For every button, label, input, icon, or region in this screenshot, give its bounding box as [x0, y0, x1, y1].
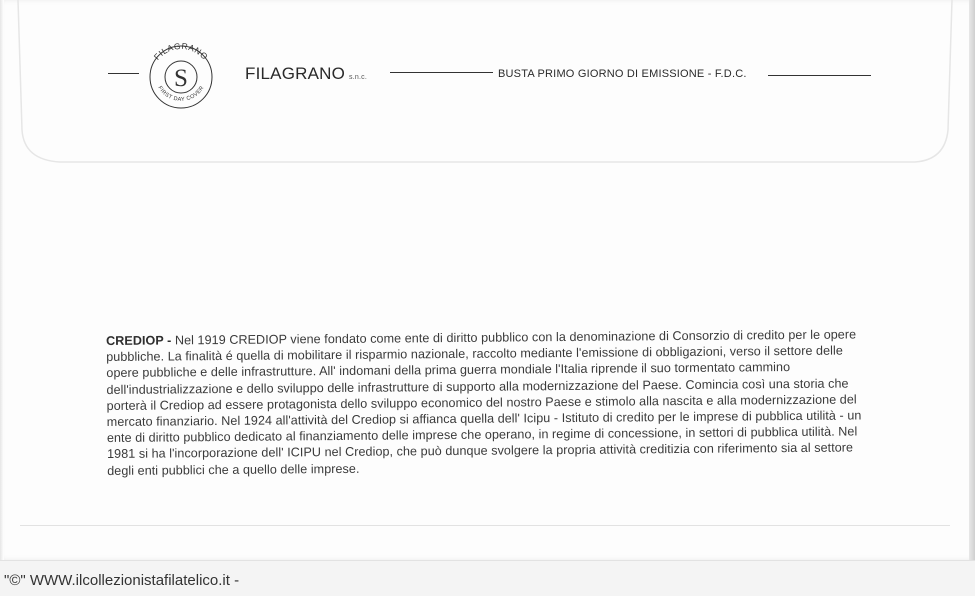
header-rule-left	[108, 73, 139, 74]
header-rule-right	[768, 75, 871, 76]
brand-name-text: FILAGRANO	[245, 64, 346, 83]
description-lead: CREDIOP -	[106, 333, 172, 348]
filagrano-logo	[140, 40, 222, 110]
logo-ring-subtext: FIRST DAY COVER	[156, 85, 206, 103]
logo-ring-text: FILAGRANO	[151, 40, 211, 62]
fdc-label: BUSTA PRIMO GIORNO DI EMISSIONE - F.D.C.	[498, 68, 747, 80]
envelope-bottom-fold	[20, 525, 950, 526]
crediop-description	[106, 326, 865, 478]
header-rule-middle	[390, 72, 493, 73]
brand-name	[245, 64, 367, 84]
description-text: Nel 1919 CREDIOP viene fondato come ente di diritto pubblico con la denominazione di Consorzio di credito per le opere pubbliche. La finalità é quella di mobilitare il risparmio nazionale, raccolto mediante l'emissione di obbligazioni, verso il settore delle opere pubbliche e delle infrastrutture. All' indomani della prima guerra mondiale l'Italia riprende il suo tormentato cammino dell'industrializzazione e dello sviluppo delle infrastrutture di supporto alla modernizzazione del Paese. Comincia così una storia che porterà il Crediop ad essere protagonista dello sviluppo economico del nostro Paese e stimolo alla nascita e alla modernizzazione del mercato finanziario. Nel 1924 all'attività del Crediop si affianca quella dell' Icipu - Istituto di credito per le imprese di pubblica utilità - un ente di diritto pubblico dedicato al finanziamento delle imprese che operano, in regime di concessione, in settori di pubblica utilità. Nel 1981 si ha l'incorporazione dell' ICIPU nel Crediop, che può dunque svolgere la propria attività creditizia con riferimento sia al settore degli enti pubblici che a quello delle imprese.	[106, 327, 862, 478]
brand-suffix: s.n.c.	[349, 74, 367, 81]
collector-watermark: "©" WWW.ilcollezionistafilatelico.it -	[4, 572, 240, 589]
logo-monogram: S	[174, 65, 188, 92]
